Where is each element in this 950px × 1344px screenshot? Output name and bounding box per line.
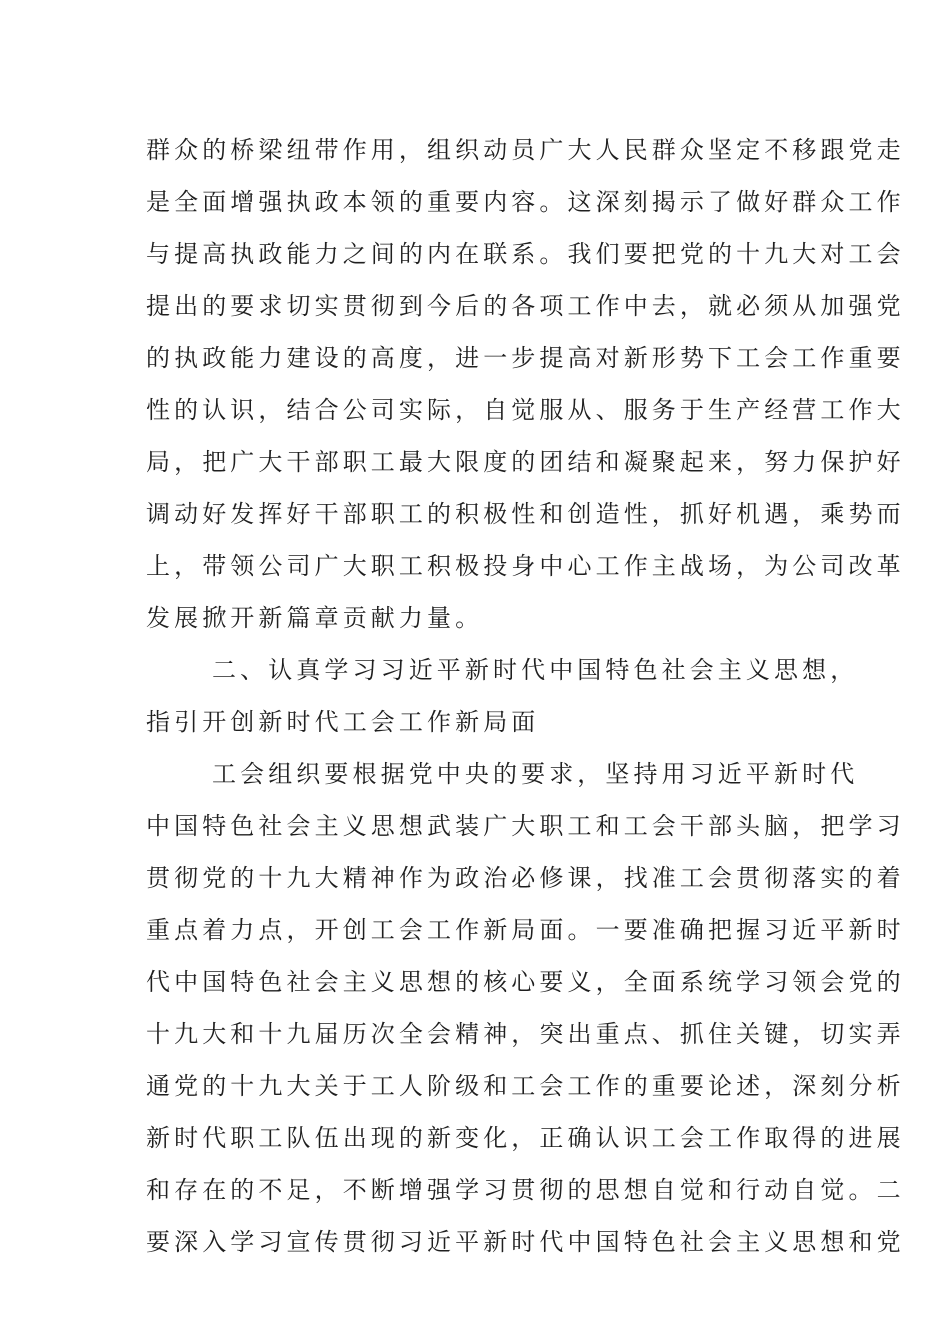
body-text-line: 与提高执政能力之间的内在联系。我们要把党的十九大对工会	[146, 240, 905, 268]
body-text-line: 群众的桥梁纽带作用，组织动员广大人民群众坚定不移跟党走	[146, 136, 905, 164]
body-text-line: 和存在的不足，不断增强学习贯彻的思想自觉和行动自觉。二	[146, 1176, 905, 1204]
body-text-line: 中国特色社会主义思想武装广大职工和工会干部头脑，把学习	[146, 812, 905, 840]
body-text-line: 贯彻党的十九大精神作为政治必修课，找准工会贯彻落实的着	[146, 864, 905, 892]
body-text-line: 局，把广大干部职工最大限度的团结和凝聚起来，努力保护好	[146, 448, 905, 476]
body-text-line: 是全面增强执政本领的重要内容。这深刻揭示了做好群众工作	[146, 188, 905, 216]
body-text-line: 要深入学习宣传贯彻习近平新时代中国特色社会主义思想和党	[146, 1228, 905, 1256]
body-text-line: 工会组织要根据党中央的要求，坚持用习近平新时代	[212, 760, 859, 788]
section-heading-line: 二、认真学习习近平新时代中国特色社会主义思想，	[212, 656, 859, 684]
body-text-line: 发展掀开新篇章贡献力量。	[146, 604, 484, 632]
body-text-line: 重点着力点，开创工会工作新局面。一要准确把握习近平新时	[146, 916, 905, 944]
body-text-line: 上，带领公司广大职工积极投身中心工作主战场，为公司改革	[146, 552, 905, 580]
body-text-line: 通党的十九大关于工人阶级和工会工作的重要论述，深刻分析	[146, 1072, 905, 1100]
body-text-line: 新时代职工队伍出现的新变化，正确认识工会工作取得的进展	[146, 1124, 905, 1152]
body-text-line: 调动好发挥好干部职工的积极性和创造性，抓好机遇，乘势而	[146, 500, 905, 528]
body-text-line: 性的认识，结合公司实际，自觉服从、服务于生产经营工作大	[146, 396, 905, 424]
body-text-line: 的执政能力建设的高度，进一步提高对新形势下工会工作重要	[146, 344, 905, 372]
body-text-line: 十九大和十九届历次全会精神，突出重点、抓住关键，切实弄	[146, 1020, 905, 1048]
body-text-line: 代中国特色社会主义思想的核心要义，全面系统学习领会党的	[146, 968, 905, 996]
section-heading-line: 指引开创新时代工会工作新局面	[146, 708, 540, 736]
body-text-line: 提出的要求切实贯彻到今后的各项工作中去，就必须从加强党	[146, 292, 905, 320]
